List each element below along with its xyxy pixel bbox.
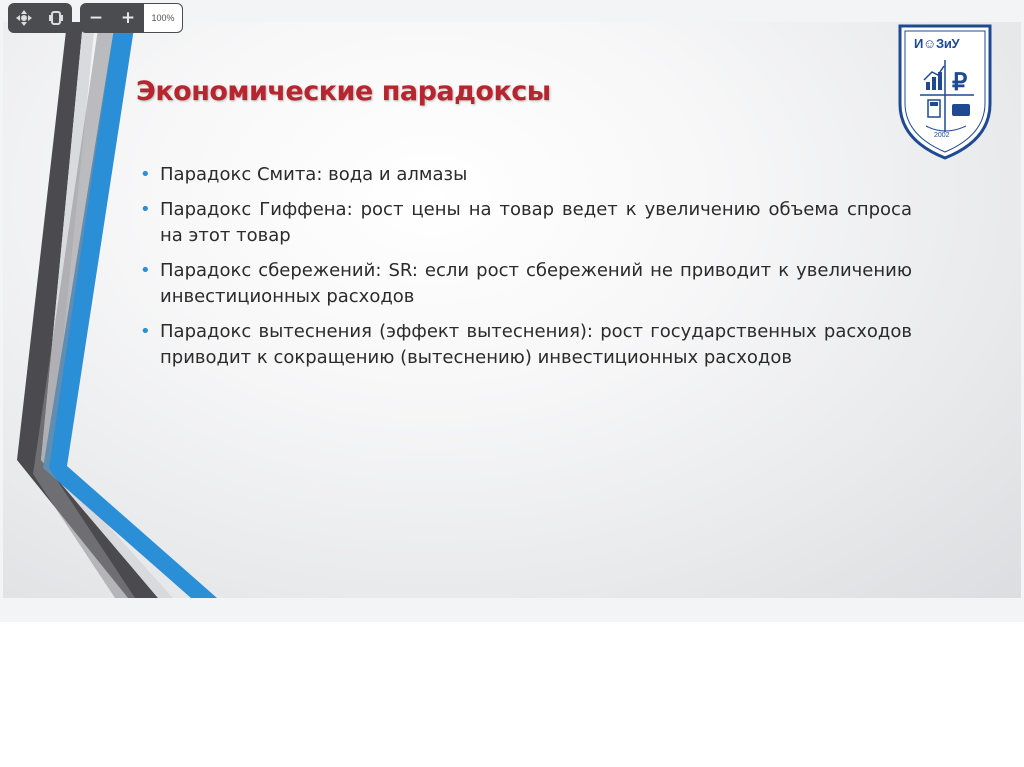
slide xyxy=(3,22,1021,598)
logo-text: И☺ЗиУ xyxy=(914,36,960,51)
bullet-icon: • xyxy=(140,199,151,220)
bullet-icon: • xyxy=(140,321,151,342)
slide-title: Экономические парадоксы xyxy=(136,76,551,107)
move-arrows-icon xyxy=(16,10,32,26)
logo-year: 2002 xyxy=(934,132,950,139)
bullet-text: Парадокс Гиффена: рост цены на товар ведет к увеличению объема спроса на этот товар xyxy=(160,199,912,246)
svg-text:₽: ₽ xyxy=(952,69,968,96)
bullet-item xyxy=(140,258,912,310)
bullet-icon: • xyxy=(140,164,151,185)
bullet-text: Парадокс Смита: вода и алмазы xyxy=(160,164,468,185)
move-button[interactable] xyxy=(8,3,40,33)
bullet-item xyxy=(140,197,912,249)
bullet-item xyxy=(140,319,912,371)
bullet-list xyxy=(140,162,912,380)
zoom-controls xyxy=(80,3,183,33)
zoom-level-field[interactable]: 100% xyxy=(144,4,182,32)
institute-logo xyxy=(896,22,994,162)
viewer-toolbar xyxy=(8,3,183,33)
view-controls xyxy=(8,3,72,33)
zoom-in-button[interactable]: + xyxy=(120,8,136,28)
bullet-text: Парадокс вытеснения (эффект вытеснения): рост государственных расходов приводит к сокращению (вытеснению) инвестиционных расходов xyxy=(160,321,912,368)
fullscreen-button[interactable] xyxy=(40,3,72,33)
zoom-out-button[interactable]: − xyxy=(88,8,104,28)
bullet-text: Парадокс сбережений: SR: если рост сбережений не приводит к увеличению инвестиционных расходов xyxy=(160,260,912,307)
bullet-item xyxy=(140,162,912,188)
bullet-icon: • xyxy=(140,260,151,281)
fullscreen-icon xyxy=(48,10,64,26)
